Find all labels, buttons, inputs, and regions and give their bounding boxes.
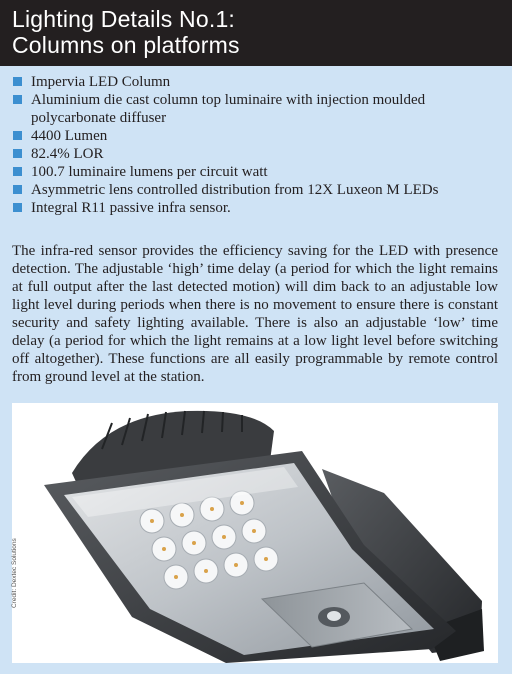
feature-item xyxy=(12,91,500,127)
square-bullet-icon xyxy=(13,95,22,104)
feature-text: 4400 Lumen xyxy=(31,128,108,144)
square-bullet-icon xyxy=(13,203,22,212)
photo-credit: Credit: Dextec Solutions xyxy=(11,538,18,608)
header-bar xyxy=(0,0,512,66)
feature-text: 82.4% LOR xyxy=(31,146,104,162)
led-luminaire-illustration xyxy=(12,403,498,663)
body-paragraph: The infra-red sensor provides the efficiency saving for the LED with presence detection. The adjustable ‘high’ time delay (a period for which the light remains at full output after the last detected motion) will dim back to an adjustable low light level during periods when there is no movement to ensure there is constant security and safety lighting available. There is also an adjustable ‘low’ time delay (a period for which the light remains at a low light level before switching off altogether). These functions are all easily programmable by remote control from ground level at the station. xyxy=(12,243,498,385)
feature-text: Integral R11 passive infra sensor. xyxy=(31,200,231,216)
square-bullet-icon xyxy=(13,131,22,140)
feature-item xyxy=(12,145,500,163)
feature-text: Aluminium die cast column top luminaire with injection moulded polycarbonate diffuser xyxy=(31,92,426,126)
feature-item xyxy=(12,73,500,91)
square-bullet-icon xyxy=(13,77,22,86)
page-title-line-2: Columns on platforms xyxy=(12,32,240,58)
feature-text: Asymmetric lens controlled distribution from 12X Luxeon M LEDs xyxy=(31,182,439,198)
square-bullet-icon xyxy=(13,185,22,194)
square-bullet-icon xyxy=(13,149,22,158)
feature-text: Impervia LED Column xyxy=(31,74,171,90)
feature-list xyxy=(12,73,500,217)
page-title-line-1: Lighting Details No.1: xyxy=(12,6,236,32)
square-bullet-icon xyxy=(13,167,22,176)
feature-item xyxy=(12,181,500,199)
feature-item xyxy=(12,127,500,145)
feature-text: 100.7 luminaire lumens per circuit watt xyxy=(31,164,268,180)
feature-item xyxy=(12,199,500,217)
luminaire-photo xyxy=(12,403,498,663)
feature-item xyxy=(12,163,500,181)
